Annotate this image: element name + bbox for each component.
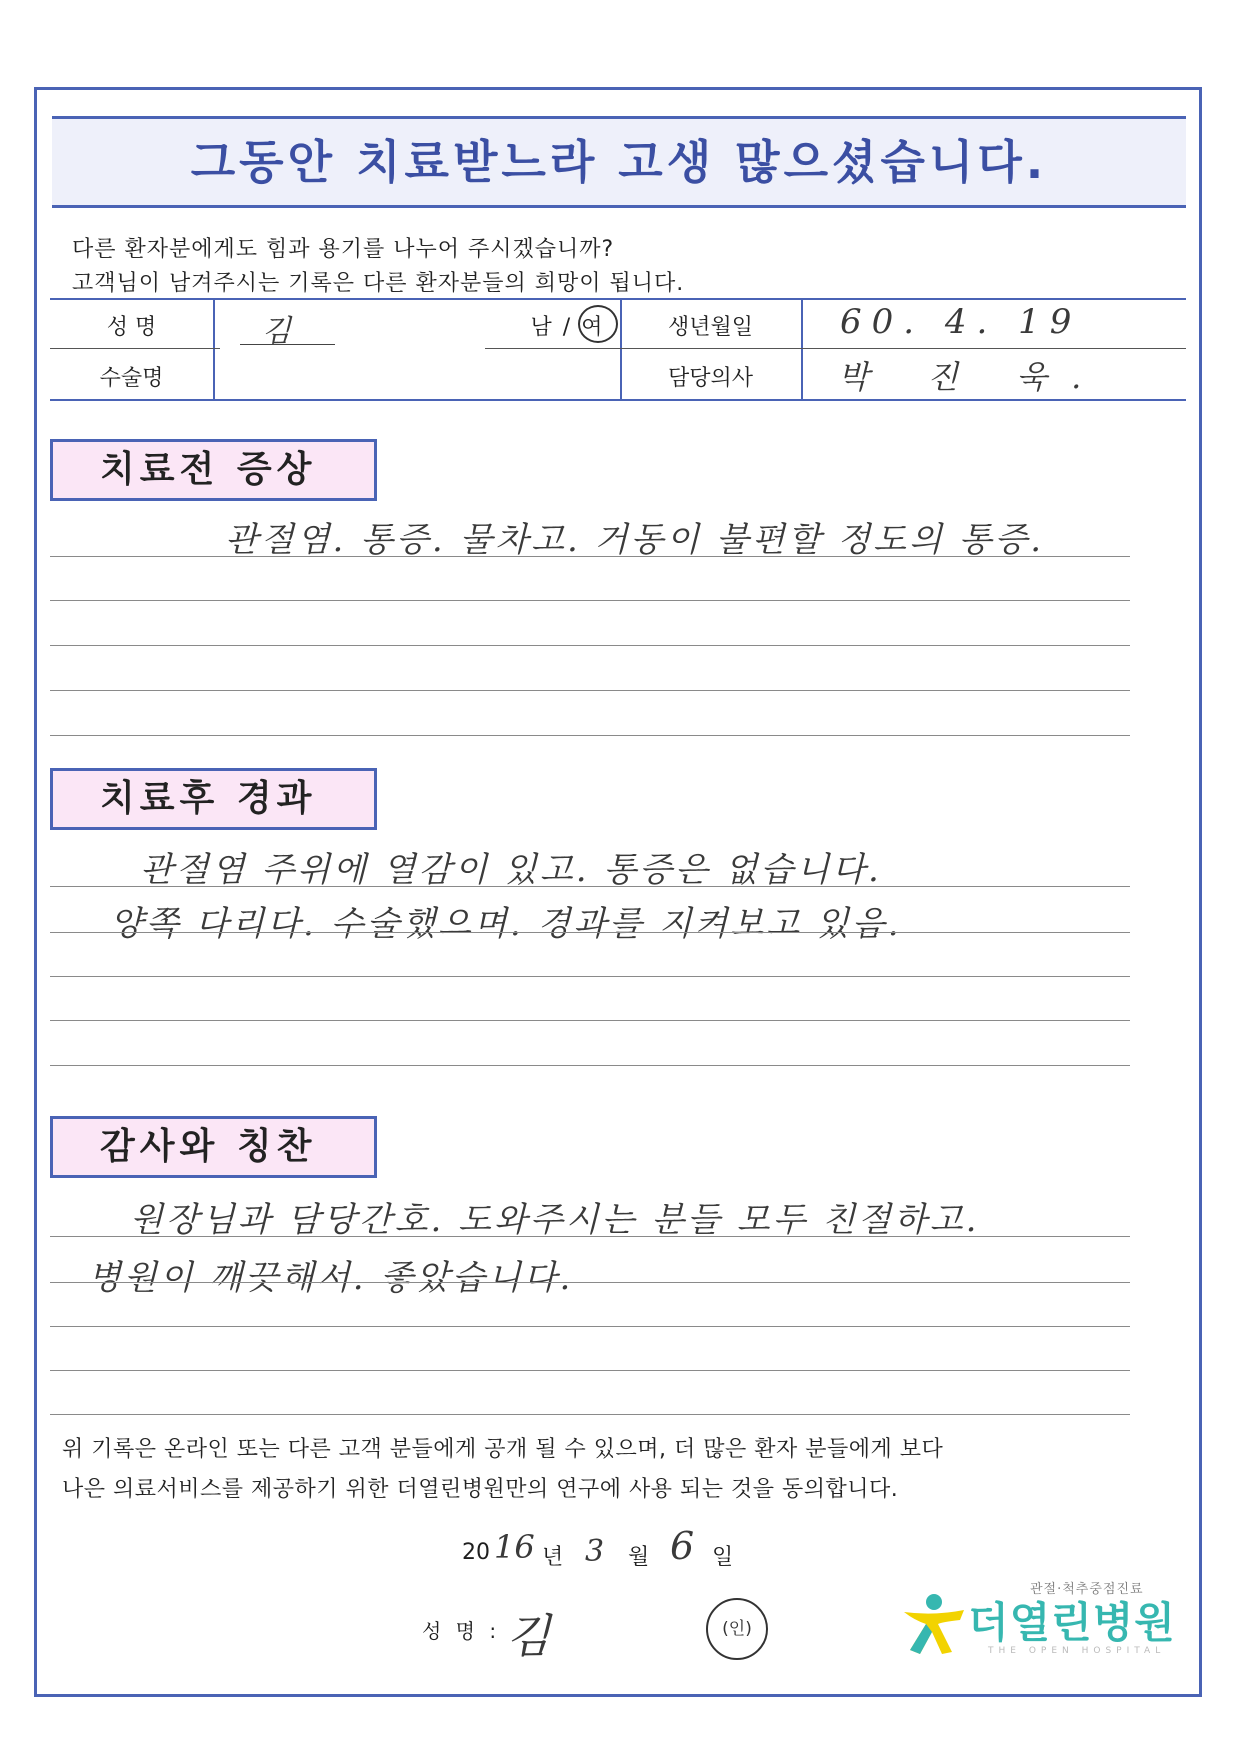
writing-rule (50, 1020, 1130, 1021)
seal-mark: (인) (706, 1598, 768, 1660)
writing-rule (50, 1326, 1130, 1327)
doctor-value: 박 진 욱. (838, 358, 1106, 396)
before-line-1: 관절염. 통증. 물차고. 거동이 불편할 정도의 통증. (225, 520, 1045, 560)
writing-rule (50, 1282, 1130, 1283)
info-table-divider (801, 300, 803, 399)
thanks-line-1: 원장님과 담당간호. 도와주시는 분들 모두 친절하고. (130, 1200, 980, 1240)
name-underline (240, 344, 335, 345)
date-month-value: 3 (585, 1534, 605, 1569)
date-year-prefix: 20 (462, 1540, 490, 1565)
writing-rule (50, 1414, 1130, 1415)
logo-name: 더열린병원 (968, 1598, 1176, 1647)
logo-subtitle: 관절·척추중점진료 (1030, 1582, 1144, 1597)
gender-selected-circle (578, 305, 618, 343)
info-table-divider (213, 300, 215, 399)
date-year-value: 16 (494, 1528, 535, 1566)
info-table-bottom-border (50, 399, 1186, 401)
consent-line-1: 위 기록은 온라인 또는 다른 고객 분들에게 공개 될 수 있으며, 더 많은 환자 분들에게 보다 (62, 1437, 944, 1462)
writing-rule (50, 690, 1130, 691)
logo-person-icon (900, 1592, 970, 1658)
name-value: 김 (262, 314, 291, 349)
birth-value: 60. 4. 19 (840, 302, 1082, 342)
intro-line-1: 다른 환자분에게도 힘과 용기를 나누어 주시겠습니까? (72, 237, 615, 262)
info-row-divider (50, 348, 220, 349)
after-line-2: 양쪽 다리다. 수술했으며. 경과를 지켜보고 있음. (110, 904, 902, 944)
date-year-label: 년 (542, 1545, 564, 1570)
signature-value: 김 (506, 1609, 551, 1663)
thanks-line-2: 병원이 깨끗해서. 좋았습니다. (88, 1258, 574, 1298)
doctor-label: 담당의사 (667, 366, 753, 391)
signature-label: 성 명 : (422, 1619, 501, 1643)
writing-rule (50, 1370, 1130, 1371)
writing-rule (50, 1236, 1130, 1237)
name-label: 성 명 (106, 315, 157, 340)
writing-rule (50, 600, 1130, 601)
writing-rule (50, 556, 1130, 557)
surgery-label: 수술명 (99, 366, 164, 391)
after-line-1: 관절염 주위에 열감이 있고. 통증은 없습니다. (140, 850, 882, 890)
consent-line-2: 나은 의료서비스를 제공하기 위한 더열린병원만의 연구에 사용 되는 것을 동의합니다. (62, 1477, 899, 1502)
date-month-label: 월 (628, 1545, 650, 1570)
page-title: 그동안 치료받느라 고생 많으셨습니다. (190, 135, 1048, 189)
gender-label: 남 / 여 (530, 315, 605, 340)
info-row-divider (485, 348, 620, 349)
writing-rule (50, 976, 1130, 977)
writing-rule (50, 886, 1130, 887)
intro-line-2: 고객님이 남겨주시는 기록은 다른 환자분들의 희망이 됩니다. (72, 271, 685, 296)
section-after-title: 치료후 경과 (100, 778, 317, 819)
info-row-divider (620, 348, 1186, 349)
writing-rule (50, 645, 1130, 646)
date-day-label: 일 (712, 1545, 734, 1570)
writing-rule (50, 1065, 1130, 1066)
section-before-title: 치료전 증상 (100, 449, 317, 490)
date-day-value: 6 (670, 1524, 695, 1568)
logo-english: THE OPEN HOSPITAL (988, 1646, 1166, 1656)
writing-rule (50, 735, 1130, 736)
section-thanks-title: 감사와 칭찬 (100, 1126, 317, 1167)
info-table-top-border (50, 298, 1186, 300)
writing-rule (50, 932, 1130, 933)
birth-label: 생년월일 (667, 315, 753, 340)
